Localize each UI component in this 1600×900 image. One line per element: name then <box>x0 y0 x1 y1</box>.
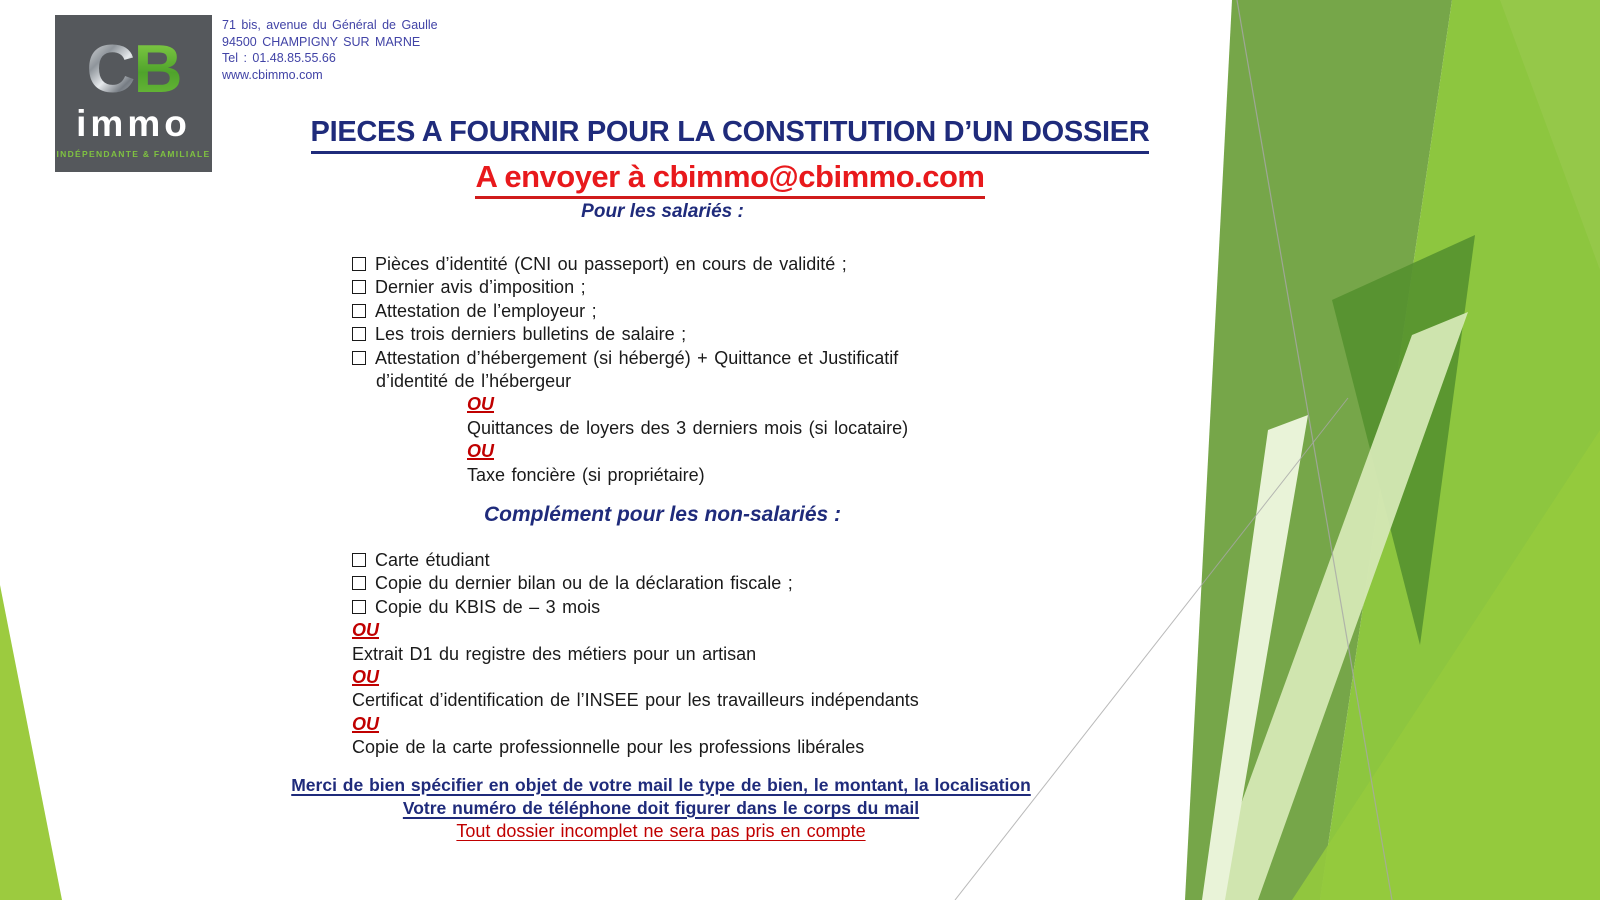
checkbox-icon <box>352 576 366 590</box>
checkbox-icon <box>352 351 366 365</box>
footer-subject-note: Merci de bien spécifier en objet de votre mail le type de bien, le montant, la localisation <box>291 775 1031 795</box>
checklist-text: Attestation de l’employeur ; <box>375 300 597 321</box>
checkbox-icon <box>352 304 366 318</box>
checklist-line <box>467 464 908 487</box>
checklist-text: Copie de la carte professionnelle pour les professions libérales <box>352 737 865 758</box>
checklist-salaries <box>352 253 908 487</box>
checkbox-icon <box>352 280 366 294</box>
logo-tagline: INDÉPENDANTE & FAMILIALE <box>56 148 211 159</box>
footer-incomplete-warning: Tout dossier incomplet ne sera pas pris en compte <box>456 821 866 842</box>
footer-notes <box>0 774 1322 844</box>
header <box>230 116 1230 199</box>
checklist-line <box>467 393 908 416</box>
or-label: OU <box>467 441 494 462</box>
or-label: OU <box>352 620 379 641</box>
agency-contact-block <box>222 17 438 83</box>
checklist-text: Carte étudiant <box>375 550 490 570</box>
checklist-text: Extrait D1 du registre des métiers pour un artisan <box>352 643 757 664</box>
checkbox-icon <box>352 553 366 567</box>
footer-phone-note: Votre numéro de téléphone doit figurer dans le corps du mail <box>402 798 920 819</box>
contact-website: www.cbimmo.com <box>222 67 323 82</box>
page-title: PIECES A FOURNIR POUR LA CONSTITUTION D’UN DOSSIER <box>311 116 1150 154</box>
checklist-text: d’identité de l’hébergeur <box>376 371 572 392</box>
checklist-line <box>352 596 919 619</box>
checklist-line <box>467 417 908 440</box>
or-label: OU <box>352 667 379 688</box>
checklist-text: Certificat d’identification de l’INSEE pour les travailleurs indépendants <box>352 690 919 711</box>
checkbox-icon <box>352 600 366 614</box>
checklist-text: Quittances de loyers des 3 derniers mois (si locataire) <box>467 417 909 438</box>
checklist-text: Les trois derniers bulletins de salaire ; <box>375 324 687 345</box>
logo-word-immo: immo <box>76 102 191 144</box>
checklist-text: Copie du dernier bilan ou de la déclaration fiscale ; <box>375 573 793 594</box>
checklist-line <box>352 572 919 595</box>
section-heading-non-salaries: Complément pour les non-salariés : <box>483 503 842 526</box>
checklist-line <box>352 347 908 370</box>
or-label: OU <box>467 394 494 415</box>
checklist-text: Attestation d’hébergement (si hébergé) + Quittance et Justificatif <box>375 347 899 368</box>
checklist-text: Taxe foncière (si propriétaire) <box>467 464 705 485</box>
checklist-non-salaries <box>352 549 919 760</box>
checklist-line <box>352 689 919 712</box>
checklist-line <box>376 370 908 393</box>
checklist-line <box>352 736 919 759</box>
cb-immo-logo <box>55 15 212 172</box>
checklist-line <box>352 713 919 736</box>
contact-phone: Tel : 01.48.85.55.66 <box>222 51 336 65</box>
checklist-text: Copie du KBIS de – 3 mois <box>375 596 601 617</box>
contact-address-line: 71 bis, avenue du Général de Gaulle <box>222 18 438 32</box>
checklist-line <box>352 619 919 642</box>
left-green-wedge <box>0 585 62 900</box>
checkbox-icon <box>352 327 366 341</box>
checklist-line <box>352 643 919 666</box>
checklist-text: Pièces d’identité (CNI ou passeport) en cours de validité ; <box>375 254 847 274</box>
send-to-email-title: A envoyer à cbimmo@cbimmo.com <box>475 159 984 199</box>
checklist-line <box>467 440 908 463</box>
checklist-line <box>352 300 908 323</box>
checklist-line <box>352 276 908 299</box>
checkbox-icon <box>352 257 366 271</box>
checklist-line <box>352 253 908 276</box>
logo-cb-letters: CB <box>86 30 181 107</box>
contact-city-line: 94500 CHAMPIGNY SUR MARNE <box>222 34 421 49</box>
section-heading-salaries: Pour les salariés : <box>581 201 744 222</box>
checklist-text: Dernier avis d’imposition ; <box>375 277 586 298</box>
checklist-line <box>352 549 919 572</box>
checklist-line <box>352 323 908 346</box>
or-label: OU <box>352 713 379 734</box>
checklist-line <box>352 666 919 689</box>
